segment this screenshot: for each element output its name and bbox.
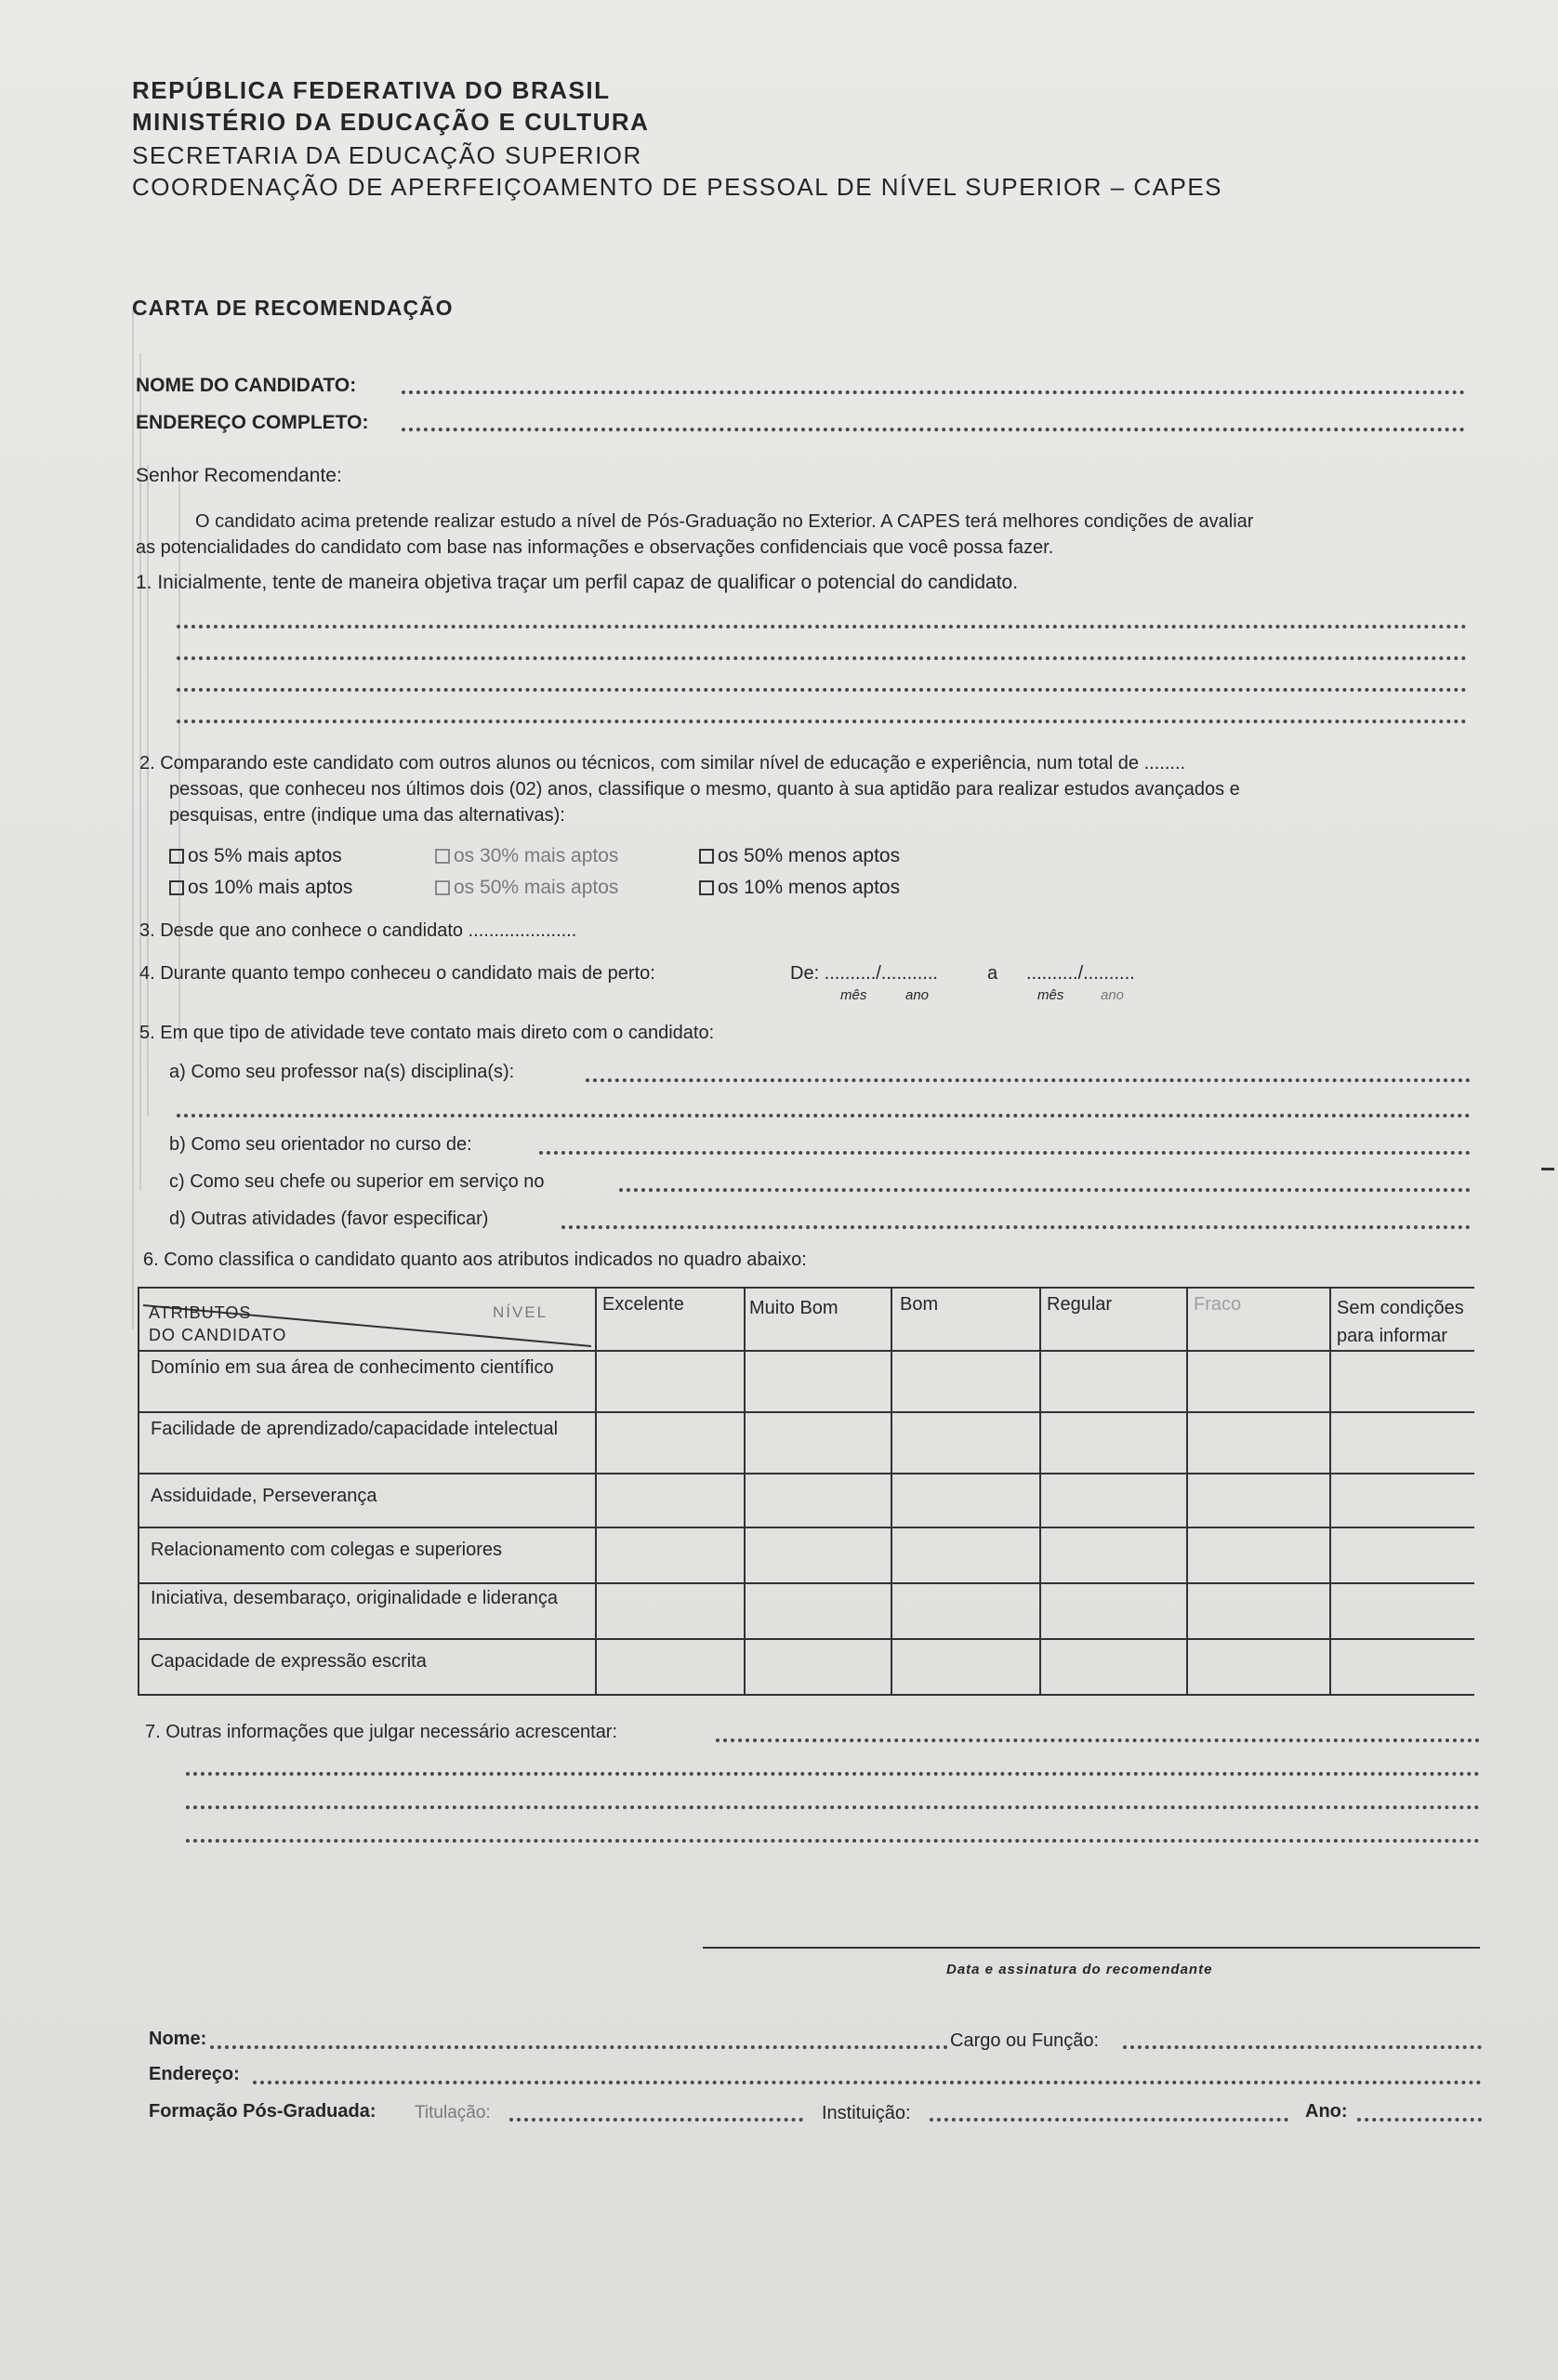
answer-line[interactable] (177, 688, 1467, 692)
margin-mark (1541, 1168, 1554, 1170)
q4-from-field[interactable]: De: ........../........... (790, 963, 938, 984)
question-4: 4. Durante quanto tempo conheceu o candidato mais de perto: (139, 963, 655, 984)
footer-nome-field[interactable] (210, 2045, 948, 2049)
answer-line[interactable] (177, 625, 1467, 628)
table-rule (138, 1638, 1474, 1640)
q4-mes-label-2: mês (1037, 987, 1064, 1003)
answer-line[interactable] (177, 720, 1467, 723)
corner-candidato: DO CANDIDATO (149, 1326, 287, 1344)
q5-d-label: d) Outras atividades (favor especificar) (169, 1209, 489, 1229)
table-rule (138, 1582, 1474, 1584)
q4-mes-label: mês (840, 987, 867, 1003)
intro-line-2: as potencialidades do candidato com base nas informações e observações confidenciais que você possa fazer. (136, 537, 1054, 558)
q5-c-label: c) Como seu chefe ou superior em serviço no (169, 1171, 545, 1192)
table-rule (744, 1287, 746, 1696)
table-rule (1039, 1287, 1041, 1696)
checkbox-icon[interactable] (435, 880, 450, 895)
col-regular: Regular (1047, 1294, 1113, 1315)
salutation: Senhor Recomendante: (136, 465, 342, 486)
option-50-menos[interactable]: os 50% menos aptos (699, 844, 900, 868)
q7-field-4[interactable] (186, 1839, 1480, 1843)
table-rule (595, 1287, 597, 1696)
question-6: 6. Como classifica o candidato quanto aos atributos indicados no quadro abaixo: (143, 1250, 807, 1270)
footer-formacao-label: Formação Pós-Graduada: (149, 2101, 376, 2122)
footer-nome-label: Nome: (149, 2029, 207, 2049)
q5-b-label: b) Como seu orientador no curso de: (169, 1134, 472, 1155)
q4-to-field[interactable]: ........../.......... (1026, 963, 1135, 984)
footer-instituicao-field[interactable] (930, 2118, 1288, 2122)
q7-field[interactable] (716, 1739, 1480, 1742)
col-sem-condicoes: Sem condições para informar (1337, 1298, 1464, 1346)
answer-line[interactable] (177, 656, 1467, 660)
table-rule (138, 1527, 1474, 1528)
q5-a-field-2[interactable] (177, 1114, 1471, 1117)
option-5-mais[interactable]: os 5% mais aptos (169, 844, 342, 868)
corner-atributos: ATRIBUTOS (149, 1303, 252, 1322)
checkbox-icon[interactable] (699, 849, 714, 864)
col-excelente: Excelente (602, 1294, 684, 1315)
header-republica: REPÚBLICA FEDERATIVA DO BRASIL (132, 76, 611, 104)
candidate-name-field[interactable] (402, 390, 1465, 394)
candidate-name-label: NOME DO CANDIDATO: (136, 375, 357, 396)
table-rule (138, 1473, 1474, 1474)
col-fraco: Fraco (1194, 1294, 1242, 1315)
scan-streak (147, 465, 149, 1116)
corner-nivel: NÍVEL (493, 1303, 548, 1321)
q7-field-2[interactable] (186, 1772, 1480, 1776)
header-secretaria: SECRETARIA DA EDUCAÇÃO SUPERIOR (132, 141, 642, 169)
option-50-mais[interactable]: os 50% mais aptos (435, 876, 618, 900)
question-2-line-2: pessoas, que conheceu nos últimos dois (02) anos, classifique o mesmo, quanto à sua aptidão para realizar estudos avançados e (169, 779, 1240, 800)
table-rule (138, 1350, 1474, 1352)
question-3: 3. Desde que ano conhece o candidato ..................... (139, 920, 577, 941)
q5-a-label: a) Como seu professor na(s) disciplina(s): (169, 1062, 515, 1082)
question-7: 7. Outras informações que julgar necessário acrescentar: (145, 1722, 618, 1742)
footer-ano-field[interactable] (1357, 2118, 1482, 2122)
footer-cargo-field[interactable] (1123, 2045, 1482, 2049)
question-2-line-1: 2. Comparando este candidato com outros alunos ou técnicos, com similar nível de educação e experiência, num total de ........ (139, 753, 1186, 774)
row-iniciativa: Iniciativa, desembaraço, originalidade e liderança (151, 1588, 559, 1608)
option-10-menos[interactable]: os 10% menos aptos (699, 876, 900, 900)
checkbox-icon[interactable] (169, 880, 184, 895)
table-border (138, 1694, 1474, 1696)
row-assiduidade: Assiduidade, Perseverança (151, 1486, 377, 1506)
checkbox-icon[interactable] (699, 880, 714, 895)
q4-ano-label-2: ano (1101, 987, 1125, 1003)
q5-b-field[interactable] (539, 1151, 1471, 1155)
q5-a-field[interactable] (586, 1078, 1471, 1082)
table-rule (891, 1287, 892, 1696)
row-expressao: Capacidade de expressão escrita (151, 1651, 427, 1672)
header-capes: COORDENAÇÃO DE APERFEIÇOAMENTO DE PESSOAL DE NÍVEL SUPERIOR – CAPES (132, 173, 1223, 201)
candidate-address-field[interactable] (402, 428, 1465, 431)
signature-caption: Data e assinatura do recomendante (946, 1962, 1213, 1977)
q4-ano-label: ano (905, 987, 930, 1003)
question-1: 1. Inicialmente, tente de maneira objetiva traçar um perfil capaz de qualificar o potencial do candidato. (136, 572, 1019, 593)
form-title: CARTA DE RECOMENDAÇÃO (132, 296, 454, 320)
footer-endereco-field[interactable] (253, 2081, 1482, 2084)
footer-titulacao-field[interactable] (509, 2118, 803, 2122)
col-muito-bom: Muito Bom (749, 1298, 838, 1318)
option-30-mais[interactable]: os 30% mais aptos (435, 844, 618, 868)
footer-cargo-label: Cargo ou Função: (950, 2030, 1100, 2051)
row-dominio: Domínio em sua área de conhecimento científico (151, 1357, 554, 1378)
question-5: 5. Em que tipo de atividade teve contato mais direto com o candidato: (139, 1023, 715, 1043)
question-2-line-3: pesquisas, entre (indique uma das alternativas): (169, 805, 565, 826)
footer-instituicao-label: Instituição: (822, 2103, 911, 2123)
table-rule (138, 1411, 1474, 1413)
row-relacionamento: Relacionamento com colegas e superiores (151, 1540, 502, 1560)
header-ministerio: MINISTÉRIO DA EDUCAÇÃO E CULTURA (132, 108, 650, 136)
option-10-mais[interactable]: os 10% mais aptos (169, 876, 352, 900)
q5-c-field[interactable] (619, 1188, 1471, 1192)
footer-ano-label: Ano: (1305, 2101, 1348, 2122)
signature-line[interactable] (703, 1947, 1480, 1949)
q5-d-field[interactable] (561, 1225, 1471, 1229)
checkbox-icon[interactable] (169, 849, 184, 864)
footer-titulacao-label: Titulação: (415, 2103, 491, 2122)
scan-streak (132, 307, 134, 1329)
candidate-address-label: ENDEREÇO COMPLETO: (136, 412, 369, 433)
footer-endereco-label: Endereço: (149, 2064, 240, 2084)
q4-a-label: a (987, 963, 998, 984)
row-facilidade: Facilidade de aprendizado/capacidade intelectual (151, 1419, 559, 1439)
col-bom: Bom (900, 1294, 939, 1315)
intro-line-1: O candidato acima pretende realizar estudo a nível de Pós-Graduação no Exterior. A CAPES terá melhores condições de avaliar (195, 511, 1254, 532)
table-rule (1329, 1287, 1331, 1696)
table-rule (1186, 1287, 1188, 1696)
checkbox-icon[interactable] (435, 849, 450, 864)
q7-field-3[interactable] (186, 1805, 1480, 1809)
